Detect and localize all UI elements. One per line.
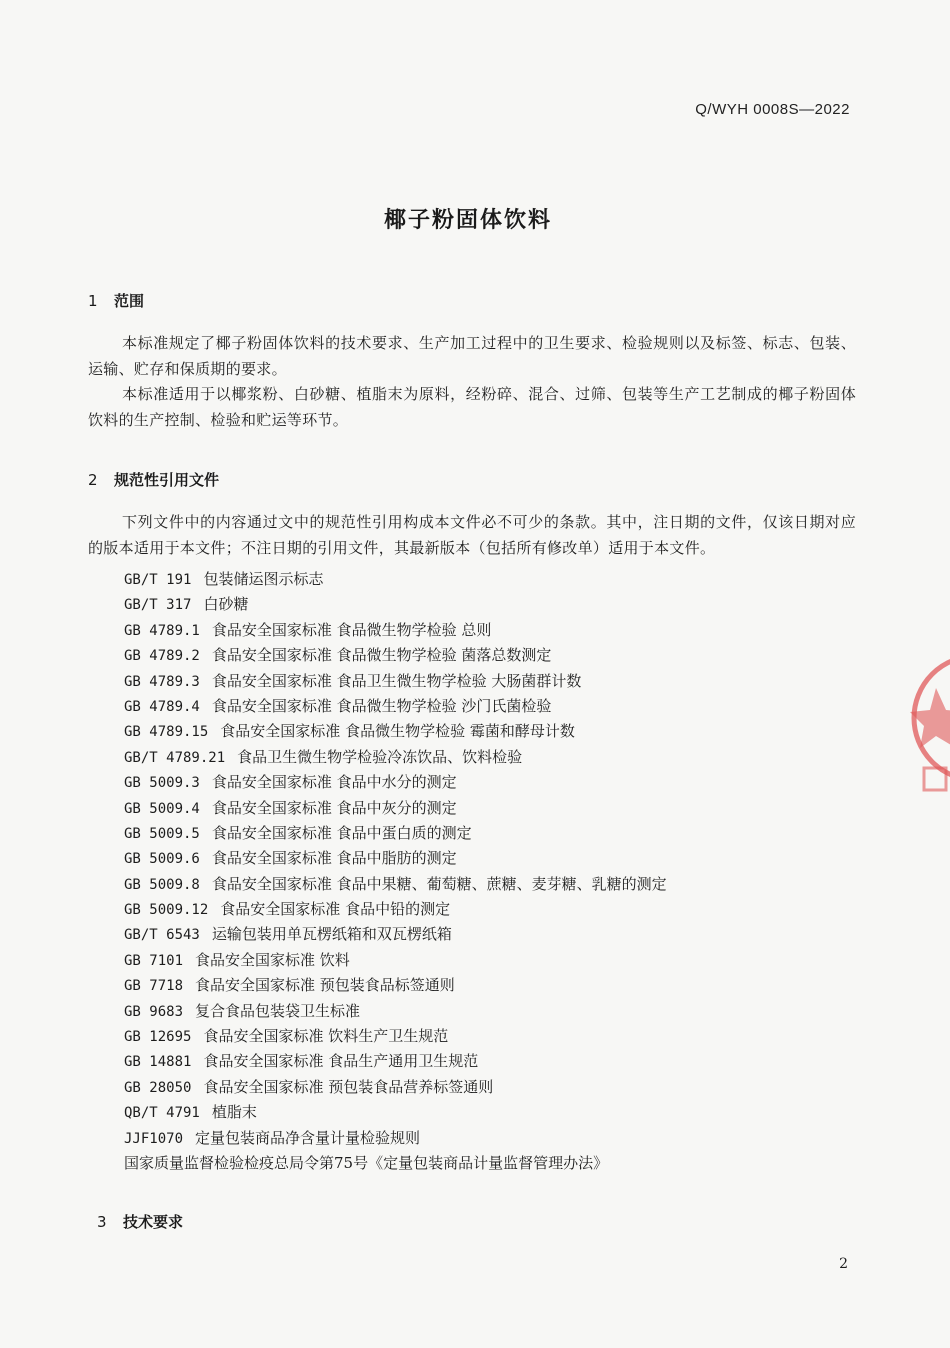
reference-code: GB 5009.3 — [124, 775, 200, 792]
reference-name: 食品安全国家标准 食品中果糖、葡萄糖、蔗糖、麦芽糖、乳糖的测定 — [211, 874, 667, 893]
reference-code: GB 7101 — [124, 952, 184, 969]
reference-name: 包装储运图示标志 — [203, 570, 324, 588]
reference-name: 食品安全国家标准 食品微生物学检验 霉菌和酵母计数 — [220, 722, 575, 741]
reference-item — [124, 1024, 667, 1049]
section-3-heading — [97, 1211, 183, 1232]
reference-item — [124, 643, 667, 668]
reference-item — [124, 592, 667, 617]
official-seal-stamp — [906, 618, 950, 818]
reference-item — [124, 694, 667, 719]
reference-code: GB 14881 — [124, 1054, 192, 1071]
reference-name: 国家质量监督检验检疫总局令第75号《定量包装商品计量监督管理办法》 — [124, 1153, 609, 1172]
reference-code: GB 5009.8 — [124, 876, 200, 893]
reference-code: GB/T 191 — [124, 572, 192, 588]
reference-item — [124, 1126, 667, 1151]
section-number: 2 — [88, 471, 98, 489]
reference-name: 白砂糖 — [203, 595, 249, 614]
reference-name: 食品安全国家标准 食品生产通用卫生规范 — [203, 1052, 479, 1071]
reference-name: 复合食品包装袋卫生标准 — [195, 1001, 361, 1020]
reference-item — [124, 999, 667, 1024]
reference-name: 食品安全国家标准 食品卫生微生物学检验 大肠菌群计数 — [211, 671, 582, 690]
section-title: 规范性引用文件 — [114, 471, 220, 489]
reference-name: 食品安全国家标准 预包装食品营养标签通则 — [203, 1077, 494, 1096]
reference-item — [124, 1075, 667, 1100]
reference-name: 运输包装用单瓦楞纸箱和双瓦楞纸箱 — [211, 925, 452, 944]
reference-code: GB 7718 — [124, 978, 184, 995]
reference-name: 食品安全国家标准 食品中蛋白质的测定 — [211, 823, 472, 842]
reference-item — [124, 719, 667, 744]
reference-item — [124, 796, 667, 821]
reference-item — [124, 567, 667, 592]
reference-name: 食品安全国家标准 食品微生物学检验 总则 — [211, 620, 492, 639]
reference-code: GB 5009.5 — [124, 825, 200, 842]
reference-code: GB/T 6543 — [124, 927, 200, 944]
reference-code: GB 4789.1 — [124, 622, 200, 639]
reference-name: 食品安全国家标准 饮料 — [195, 950, 350, 969]
reference-name: 定量包装商品净含量计量检验规则 — [195, 1128, 421, 1147]
reference-code: GB 5009.12 — [124, 902, 209, 919]
reference-code: GB/T 4789.21 — [124, 749, 226, 766]
reference-item — [124, 1100, 667, 1125]
reference-code: GB 9683 — [124, 1003, 184, 1020]
section-1-heading — [88, 290, 144, 311]
reference-item — [124, 618, 667, 643]
reference-name: 食品安全国家标准 食品中灰分的测定 — [211, 798, 457, 817]
section-title: 技术要求 — [123, 1213, 184, 1231]
reference-code: GB 28050 — [124, 1079, 192, 1096]
reference-item — [124, 821, 667, 846]
reference-code: GB 4789.15 — [124, 724, 209, 741]
reference-code: GB/T 317 — [124, 597, 192, 614]
reference-code: GB 4789.3 — [124, 673, 200, 690]
reference-name: 食品安全国家标准 食品中脂肪的测定 — [211, 849, 457, 868]
section-title: 范围 — [114, 292, 145, 310]
document-code: Q/WYH 0008S—2022 — [695, 101, 850, 118]
reference-item — [124, 770, 667, 795]
reference-name: 食品安全国家标准 食品微生物学检验 沙门氏菌检验 — [211, 696, 552, 715]
reference-item — [124, 872, 667, 897]
reference-name: 食品安全国家标准 食品微生物学检验 菌落总数测定 — [211, 646, 552, 665]
section-1-paragraph-2: 本标准适用于以椰浆粉、白砂糖、植脂末为原料，经粉碎、混合、过筛、包装等生产工艺制成的椰子粉固体饮料的生产控制、检验和贮运等环节。 — [88, 385, 856, 429]
reference-name: 食品卫生微生物学检验冷冻饮品、饮料检验 — [237, 747, 523, 766]
section-number: 1 — [88, 292, 98, 310]
section-1-paragraph-1: 本标准规定了椰子粉固体饮料的技术要求、生产加工过程中的卫生要求、检验规则以及标签、标志、包装、运输、贮存和保质期的要求。 — [88, 334, 856, 378]
reference-item — [124, 1049, 667, 1074]
reference-list — [124, 567, 667, 1176]
reference-item — [124, 1151, 667, 1176]
reference-item — [124, 846, 667, 871]
reference-name: 食品安全国家标准 饮料生产卫生规范 — [203, 1027, 449, 1046]
document-title: 椰子粉固体饮料 — [383, 208, 552, 233]
section-2-paragraph-1: 下列文件中的内容通过文中的规范性引用构成本文件必不可少的条款。其中，注日期的文件，仅该日期对应的版本适用于本文件；不注日期的引用文件，其最新版本（包括所有修改单）适用于本文件。 — [88, 513, 856, 557]
reference-item — [124, 973, 667, 998]
reference-name: 植脂末 — [211, 1103, 257, 1122]
reference-item — [124, 745, 667, 770]
reference-code: QB/T 4791 — [124, 1105, 200, 1122]
reference-name: 食品安全国家标准 预包装食品标签通则 — [195, 976, 455, 995]
reference-code: GB 4789.2 — [124, 648, 200, 665]
reference-item — [124, 922, 667, 947]
reference-code: GB 4789.4 — [124, 698, 200, 715]
reference-code: GB 5009.6 — [124, 851, 200, 868]
reference-code: GB 12695 — [124, 1029, 192, 1046]
reference-code: JJF1070 — [124, 1130, 184, 1147]
reference-item — [124, 948, 667, 973]
reference-code: GB 5009.4 — [124, 800, 200, 817]
reference-item — [124, 669, 667, 694]
section-2-heading — [88, 469, 219, 490]
reference-name: 食品安全国家标准 食品中水分的测定 — [211, 773, 457, 792]
reference-name: 食品安全国家标准 食品中铅的测定 — [220, 900, 451, 919]
reference-item — [124, 897, 667, 922]
page-number: 2 — [839, 1256, 848, 1272]
section-number: 3 — [97, 1213, 107, 1231]
